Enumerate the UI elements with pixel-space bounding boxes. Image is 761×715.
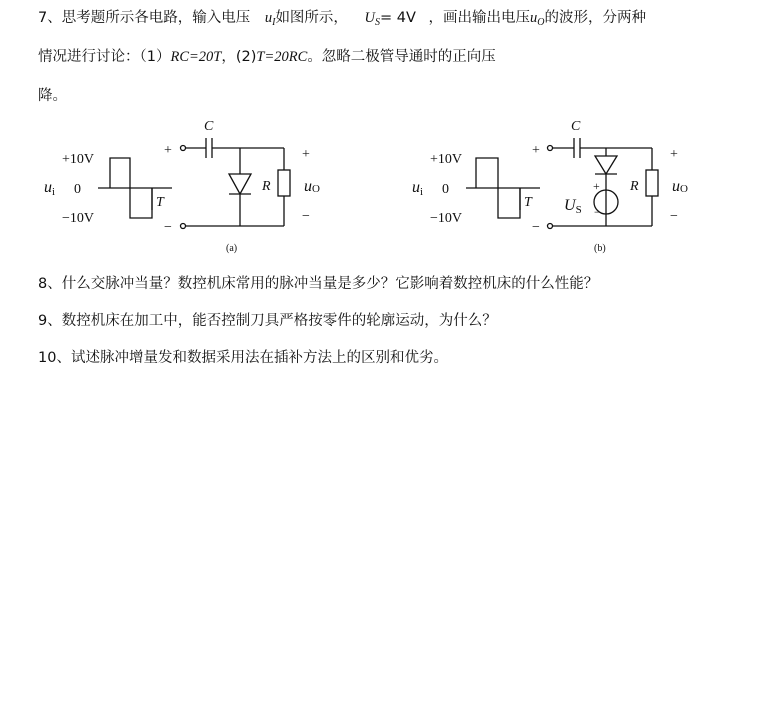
a-output-plus: + <box>302 147 310 162</box>
b-ui-label: ui <box>412 179 424 198</box>
b-zero-label: 0 <box>442 182 449 197</box>
circuit-figure <box>40 110 700 260</box>
us-variable: $U_S$ <box>364 10 381 28</box>
b-output-minus: − <box>670 209 678 224</box>
q7-text-6: ，(2) <box>221 49 257 65</box>
condition-2: T=20RC <box>256 49 308 65</box>
q7-line-2 <box>38 47 496 67</box>
b-diode-triangle <box>595 156 617 174</box>
a-resistor-label: R <box>262 179 271 194</box>
a-output-minus: − <box>302 209 310 224</box>
q7-text-5: 情况进行讨论：（1） <box>38 49 171 65</box>
a-waveform-pos <box>110 158 130 188</box>
b-us-label: US <box>564 197 582 216</box>
b-source-plus: + <box>593 179 600 193</box>
b-waveform-pos <box>476 158 498 188</box>
a-minus10-label: −10V <box>62 211 95 226</box>
q7-line-1 <box>38 8 646 30</box>
a-resistor <box>278 170 290 196</box>
a-zero-label: 0 <box>74 182 81 197</box>
a-uo-label: uO <box>304 178 320 195</box>
us-value: = 4V <box>380 10 416 26</box>
a-ui-label: ui <box>44 179 56 198</box>
q7-text-4: 的波形，分两种 <box>544 10 647 26</box>
b-plus10-label: +10V <box>430 152 463 167</box>
a-input-minus: − <box>164 220 172 235</box>
b-minus10-label: −10V <box>430 211 463 226</box>
b-output-plus: + <box>670 147 678 162</box>
b-capacitor-label: C <box>571 119 581 134</box>
q7-text-3: ，画出输出电压 <box>428 10 531 26</box>
a-capacitor-label: C <box>204 119 214 134</box>
q7-text-2: 如图所示， <box>275 10 348 26</box>
q7-text-1: 7、思考题所示各电路，输入电压 <box>38 10 251 26</box>
condition-1: RC=20T <box>170 49 222 65</box>
b-uo-label: uO <box>672 178 688 195</box>
q8-text: 8、什么交脉冲当量？数控机床常用的脉冲当量是多少？它影响着数控机床的什么性能？ <box>38 276 599 292</box>
a-diode-triangle <box>229 174 251 194</box>
q7-line-3: 降。 <box>38 88 67 104</box>
a-caption: (a) <box>226 243 238 254</box>
b-input-terminal-bottom <box>548 224 553 229</box>
b-input-terminal-top <box>548 146 553 151</box>
b-resistor-label: R <box>630 179 639 194</box>
a-period-label: T <box>156 195 164 210</box>
uo-variable: $u_O$ <box>530 10 545 28</box>
ui-variable: $u_I$ <box>264 10 276 28</box>
a-plus10-label: +10V <box>62 152 95 167</box>
a-waveform-neg <box>130 188 152 218</box>
b-source-minus: − <box>594 205 601 219</box>
a-input-plus: + <box>164 143 172 158</box>
q10-text: 10、试述脉冲增量发和数据采用法在插补方法上的区别和优劣。 <box>38 350 448 366</box>
a-input-terminal-bottom <box>181 224 186 229</box>
b-waveform-neg <box>498 188 520 218</box>
b-caption: (b) <box>594 243 606 254</box>
b-input-plus: + <box>532 143 540 158</box>
b-resistor <box>646 170 658 196</box>
b-input-minus: − <box>532 220 540 235</box>
q7-text-7: 。忽略二极管导通时的正向压 <box>307 49 496 65</box>
a-input-terminal-top <box>181 146 186 151</box>
q9-text: 9、数控机床在加工中，能否控制刀具严格按零件的轮廓运动，为什么？ <box>38 313 497 329</box>
b-period-label: T <box>524 195 532 210</box>
